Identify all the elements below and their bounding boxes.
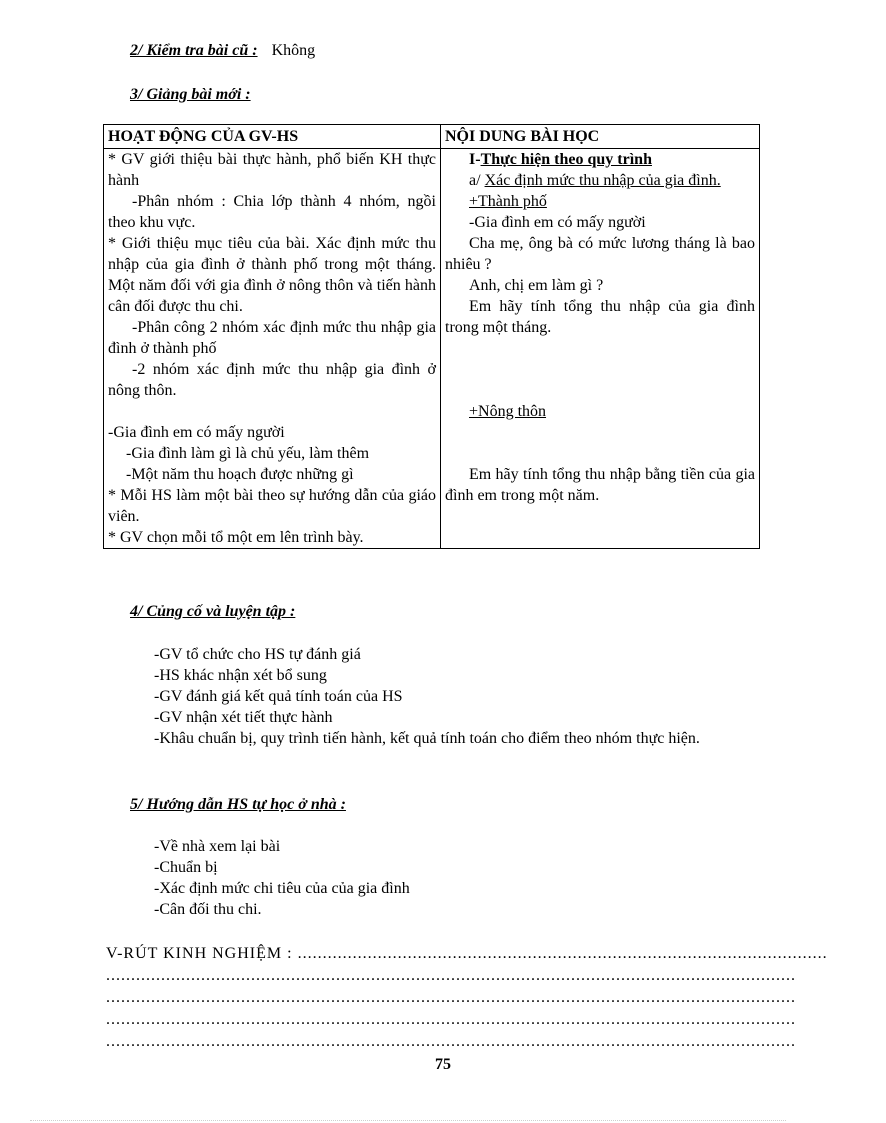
section-5-heading <box>130 794 346 815</box>
notes-line: .......................................................................................................................................... <box>106 989 796 1006</box>
col-activities-header: HOẠT ĐỘNG CỦA GV-HS <box>104 125 441 149</box>
list-item: -GV tổ chức cho HS tự đánh giá <box>154 646 361 663</box>
activity-item: * Giới thiệu mục tiêu của bài. Xác định mức thu nhập của gia đình ở thành phố trong một tháng. Một năm đối với gia đình ở nông thôn và tiến hành cân đối được thu chi. <box>108 235 436 315</box>
activity-item: * Mỗi HS làm một bài theo sự hướng dẫn của giáo viên. <box>108 487 436 525</box>
table-row <box>104 149 760 549</box>
list-item: -HS khác nhận xét bổ sung <box>154 667 327 684</box>
activity-item: -Phân nhóm : Chia lớp thành 4 nhóm, ngồi theo khu vực. <box>108 193 436 231</box>
list-item: -Cân đối thu chi. <box>154 901 262 918</box>
list-item: -Về nhà xem lại bài <box>154 838 281 855</box>
city-label: +Thành phố <box>469 193 547 210</box>
notes-label: V-RÚT KINH NGHIỆM : <box>106 945 293 962</box>
list-item: -Chuẩn bị <box>154 859 218 876</box>
table-header-row <box>104 125 760 149</box>
notes-line: V-RÚT KINH NGHIỆM : .......................................................................................................... <box>106 945 828 962</box>
list-item: -GV đánh giá kết quả tính toán của HS <box>154 688 403 705</box>
activity-item: -Một năm thu hoạch được những gì <box>126 466 354 483</box>
section-4-list <box>104 644 776 749</box>
section-4-heading <box>130 601 295 622</box>
page-bottom-rule <box>30 1120 786 1121</box>
content-subsection-title: a/ Xác định mức thu nhập của gia đình. <box>469 172 721 189</box>
activity-item: -Gia đình em có mấy người <box>108 424 285 441</box>
activity-item: * GV chọn mỗi tổ một em lên trình bày. <box>108 529 364 546</box>
list-item: -Xác định mức chi tiêu của của gia đình <box>154 880 410 897</box>
section-2-title: 2/ Kiểm tra bài cũ : <box>130 42 258 59</box>
lesson-table <box>103 124 760 549</box>
content-cell <box>441 149 760 549</box>
page-number: 75 <box>435 1056 451 1073</box>
activities-cell <box>104 149 441 549</box>
section-5-list <box>104 836 776 920</box>
list-item: -Khâu chuẩn bị, quy trình tiến hành, kết quả tính toán cho điểm theo nhóm thực hiện. <box>154 730 700 747</box>
notes-line: .......................................................................................................................................... <box>106 1033 796 1050</box>
section-5-title: 5/ Hướng dẫn HS tự học ở nhà : <box>130 796 346 813</box>
notes-line: .......................................................................................................................................... <box>106 1011 796 1028</box>
section-3-title: 3/ Giảng bài mới : <box>130 86 251 103</box>
section-2-heading <box>130 40 315 61</box>
experience-notes <box>106 943 828 1053</box>
content-item: Anh, chị em làm gì ? <box>469 277 604 294</box>
notes-line: .......................................................................................................................................... <box>106 967 796 984</box>
content-item: Em hãy tính tổng thu nhập bằng tiền của gia đình em trong một năm. <box>445 466 755 504</box>
content-item: -Gia đình em có mấy người <box>469 214 646 231</box>
section-2-value: Không <box>271 42 316 59</box>
col-content-header: NỘI DUNG BÀI HỌC <box>441 125 760 149</box>
activity-item: -Phân công 2 nhóm xác định mức thu nhập gia đình ở thành phố <box>108 319 436 357</box>
activity-item: -2 nhóm xác định mức thu nhập gia đình ở nông thôn. <box>108 361 436 399</box>
activity-item: -Gia đình làm gì là chủ yếu, làm thêm <box>126 445 370 462</box>
list-item: -GV nhận xét tiết thực hành <box>154 709 333 726</box>
rural-label: +Nông thôn <box>469 403 547 420</box>
section-3-heading <box>130 84 251 105</box>
activity-item: * GV giới thiệu bài thực hành, phổ biến KH thực hành <box>108 151 436 189</box>
section-4-title: 4/ Củng cố và luyện tập : <box>130 603 296 620</box>
content-section-title: I-Thực hiện theo quy trình <box>469 151 652 168</box>
content-item: Cha mẹ, ông bà có mức lương tháng là bao nhiêu ? <box>445 235 755 273</box>
content-item: Em hãy tính tổng thu nhập của gia đình trong một tháng. <box>445 298 755 336</box>
